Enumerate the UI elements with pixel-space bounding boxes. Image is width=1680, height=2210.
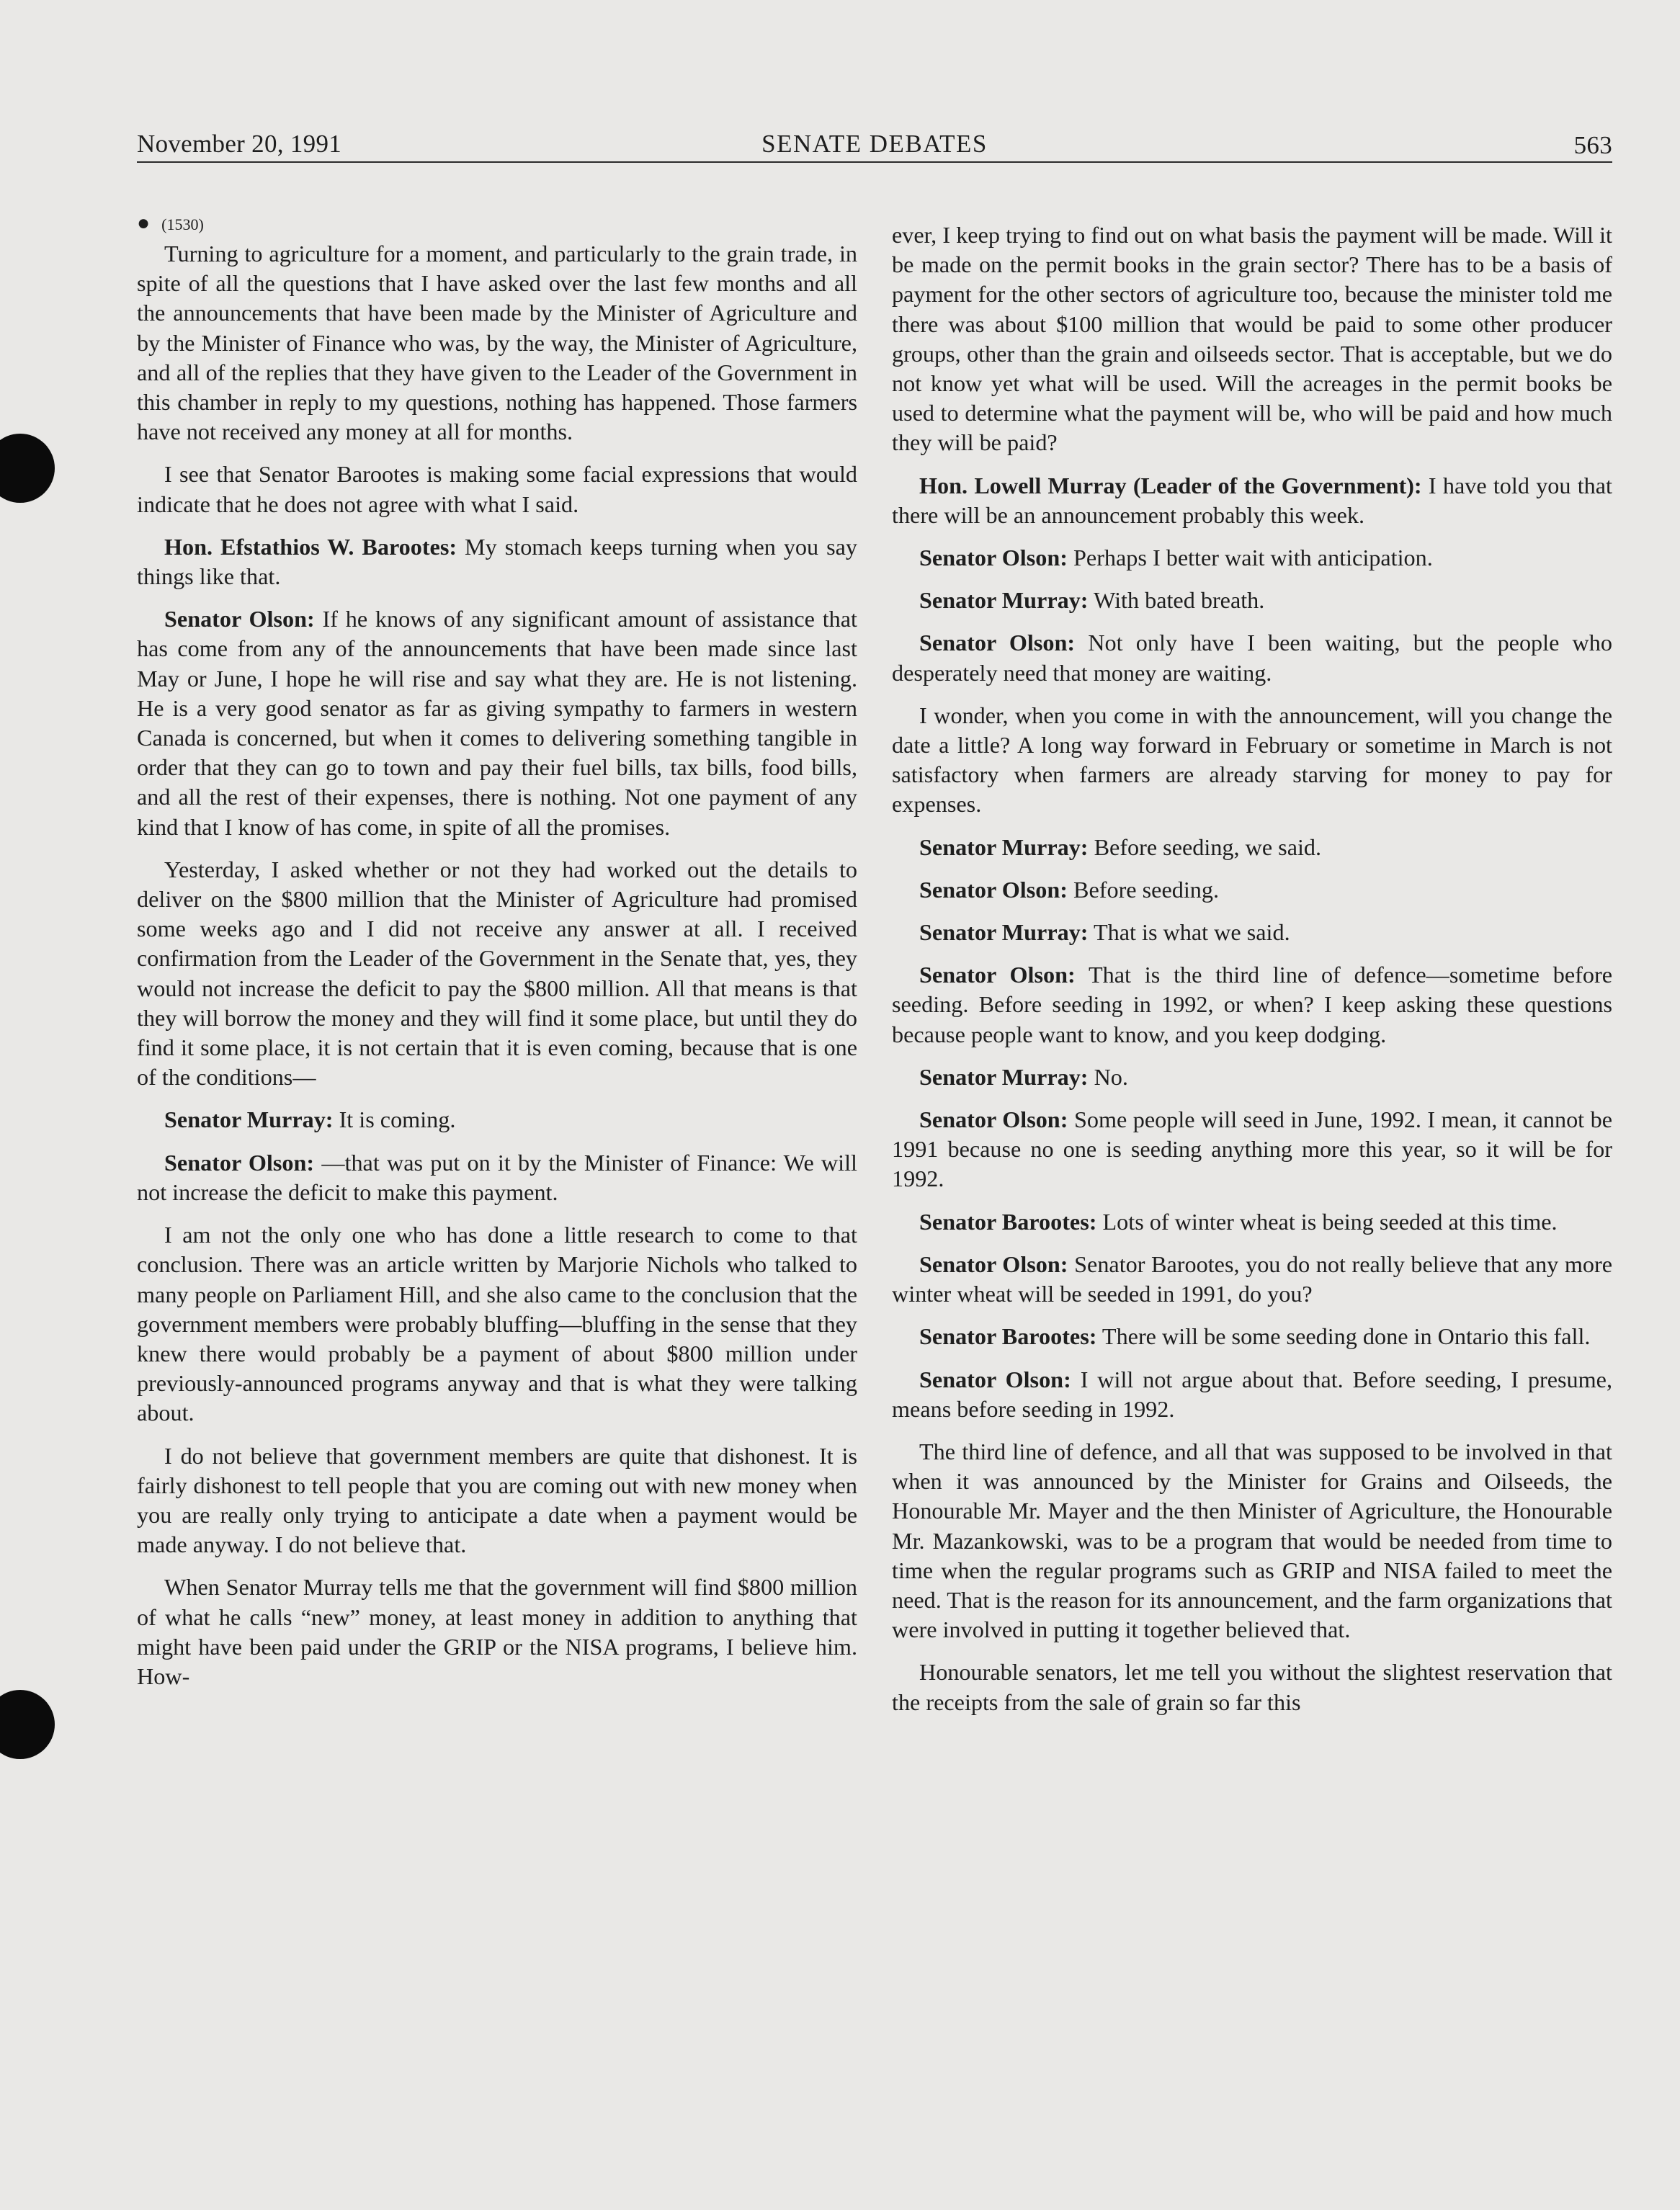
paragraph: I see that Senator Barootes is making some facial expressions that would indicate that he does not agree with what I said. bbox=[137, 461, 857, 517]
speech bbox=[137, 1148, 857, 1207]
speaker-name: Senator Olson: bbox=[164, 606, 315, 632]
binder-hole-bottom bbox=[0, 1690, 55, 1759]
speaker-name: Senator Murray: bbox=[919, 919, 1089, 946]
header-title: SENATE DEBATES bbox=[761, 130, 988, 158]
speech-text: Before seeding. bbox=[1067, 876, 1220, 903]
speaker-name: Senator Olson: bbox=[919, 1366, 1071, 1392]
speech-text: Lots of winter wheat is being seeded at this time. bbox=[1096, 1208, 1558, 1235]
speech bbox=[892, 586, 1612, 615]
speaker-name: Hon. Lowell Murray (Leader of the Government): bbox=[919, 472, 1422, 498]
speech bbox=[892, 833, 1612, 862]
speech-text: That is the third line of defence—sometime before seeding. Before seeding in 1992, or when? I keep asking these questions because people want to know, and you keep dodging. bbox=[892, 962, 1612, 1047]
speech bbox=[892, 471, 1612, 530]
paragraph: I am not the only one who has done a little research to come to that conclusion. There was an article written by Marjorie Nichols who talked to many people on Parliament Hill, and she also came to the conclusion that the government members were probably bluffing—bluffing in the sense that they knew there would probably be a payment of about $800 million under previously-announced programs anyway and that is what they were talking about. bbox=[137, 1222, 857, 1426]
paragraph: I wonder, when you come in with the announcement, will you change the date a little? A long way forward in February or sometime in March is not satisfactory when farmers are already starving for money to pay for expenses. bbox=[892, 702, 1612, 818]
speech-text: With bated breath. bbox=[1088, 587, 1265, 614]
speech-text: If he knows of any significant amount of assistance that has come from any of the announcements that have been made since last May or June, I hope he will rise and say what they are. He is not listening. He is a very good senator as far as giving sympathy to farmers in western Canada is concerned, but when it comes to delivering something tangible in order that they can go to town and pay their fuel bills, tax bills, food bills, and all the rest of their expenses, there is nothing. Not one payment of any kind that I know of has come, in spite of all the promises. bbox=[137, 606, 857, 840]
speech-text: Some people will seed in June, 1992. I mean, it cannot be 1991 because no one is seeding anything more this year, so it will be for 1992. bbox=[892, 1106, 1612, 1192]
speaker-name: Senator Olson: bbox=[919, 876, 1068, 903]
speech bbox=[892, 875, 1612, 905]
speech-text: I have told you that there will be an announcement probably this week. bbox=[892, 472, 1612, 528]
speech-text: Before seeding, we said. bbox=[1088, 833, 1322, 860]
speaker-name: Senator Barootes: bbox=[919, 1323, 1097, 1350]
speech bbox=[892, 1105, 1612, 1194]
speaker-name: Senator Olson: bbox=[919, 1251, 1068, 1277]
speech bbox=[892, 1365, 1612, 1424]
paragraph: When Senator Murray tells me that the government will find $800 million of what he calls “new” money, at least money in addition to anything that might have been paid under the GRIP or the NISA programs, I believe him. How- bbox=[137, 1574, 857, 1689]
paragraph: Honourable senators, let me tell you without the slightest reservation that the receipts from the sale of grain so far this bbox=[892, 1659, 1612, 1715]
page-header bbox=[137, 127, 1612, 163]
header-rule bbox=[137, 161, 1612, 163]
binder-hole-top bbox=[0, 434, 55, 503]
speech bbox=[892, 1207, 1612, 1237]
speaker-name: Senator Barootes: bbox=[919, 1208, 1097, 1235]
paragraph: The third line of defence, and all that was supposed to be involved in that when it was announced by the Minister for Grains and Oilseeds, the Honourable Mr. Mayer and the then Minister of Agriculture, the Honourable Mr. Mazankowski, was to be a program that would be needed from time to time when the regular programs such as GRIP and NISA failed to meet the need. That is the reason for its announcement, and the farm organizations that were involved in putting it together believed that. bbox=[892, 1438, 1612, 1643]
speech bbox=[892, 960, 1612, 1050]
speech-text: It is coming. bbox=[333, 1106, 456, 1133]
speech bbox=[892, 1322, 1612, 1351]
speech bbox=[892, 628, 1612, 687]
speech-text: —that was put on it by the Minister of Finance: We will not increase the deficit to make this payment. bbox=[137, 1149, 857, 1205]
header-date: November 20, 1991 bbox=[137, 130, 342, 158]
speech-text: Perhaps I better wait with anticipation. bbox=[1067, 545, 1433, 571]
speaker-name: Senator Murray: bbox=[919, 587, 1089, 614]
time-marker-text: (1530) bbox=[161, 215, 204, 233]
speech bbox=[137, 532, 857, 591]
speaker-name: Senator Olson: bbox=[919, 545, 1068, 571]
paragraph: Yesterday, I asked whether or not they had worked out the details to deliver on the $800 million that the Minister of Agriculture had promised some weeks ago and I did not receive any answer at all. I received confirmation from the Leader of the Government in the Senate that, yes, they would not increase the deficit to pay the $800 million. All that means is that they will borrow the money and they will find it some place, but until they do find it some place, it is not certain that it is even coming, because that is one of the conditions— bbox=[137, 856, 857, 1091]
speaker-name: Senator Olson: bbox=[919, 1106, 1068, 1133]
speech-text: No. bbox=[1088, 1063, 1128, 1090]
speech-text: There will be some seeding done in Ontario this fall. bbox=[1096, 1323, 1591, 1350]
speaker-name: Senator Olson: bbox=[919, 962, 1076, 988]
speech-text: That is what we said. bbox=[1088, 919, 1290, 946]
speaker-name: Senator Murray: bbox=[919, 1063, 1089, 1090]
speaker-name: Senator Olson: bbox=[164, 1149, 315, 1176]
paragraph: Turning to agriculture for a moment, and particularly to the grain trade, in spite of all the questions that I have asked over the last few months and all the announcements that have been made by the Minister of Agriculture and by the Minister of Finance who was, by the way, the Minister of Agriculture, and all of the replies that they have given to the Leader of the Government in this chamber in reply to my questions, nothing has happened. Those farmers have not received any money at all for months. bbox=[137, 241, 857, 445]
speech-text: I will not argue about that. Before seeding, I presume, means before seeding in 1992. bbox=[892, 1366, 1612, 1422]
paragraph-continued: ever, I keep trying to find out on what basis the payment will be made. Will it be made on the permit books in the grain sector? There has to be a basis of payment for the other sectors of agriculture too, because the minister told me there was about $100 million that would be paid to some other producer groups, other than the grain and oilseeds sector. That is acceptable, but we do not know yet what will be used. Will the acreages in the permit books be used to determine what the payment will be, who will be paid and how much they will be paid? bbox=[892, 222, 1612, 456]
speech bbox=[892, 918, 1612, 947]
speaker-name: Senator Olson: bbox=[919, 630, 1076, 656]
page-number: 563 bbox=[1573, 131, 1612, 159]
speech bbox=[892, 1062, 1612, 1092]
speaker-name: Senator Murray: bbox=[164, 1106, 334, 1133]
left-column bbox=[137, 211, 857, 1704]
bullet-icon: ● bbox=[137, 211, 151, 235]
speech bbox=[137, 1105, 857, 1135]
speech bbox=[892, 543, 1612, 573]
speech-text: My stomach keeps turning when you say things like that. bbox=[137, 533, 857, 590]
speaker-name: Hon. Efstathios W. Barootes: bbox=[164, 533, 457, 560]
speech bbox=[892, 1250, 1612, 1309]
speech-text: Senator Barootes, you do not really believe that any more winter wheat will be seeded in 1991, do you? bbox=[892, 1251, 1613, 1307]
paragraph: I do not believe that government members are quite that dishonest. It is fairly dishonest to tell people that you are coming out with new money when you are really only trying to anticipate a date when a payment would be made anyway. I do not believe that. bbox=[137, 1442, 857, 1558]
speech bbox=[137, 604, 857, 842]
speech-text: Not only have I been waiting, but the people who desperately need that money are waiting. bbox=[892, 630, 1612, 686]
right-column bbox=[892, 220, 1612, 1730]
time-marker bbox=[137, 211, 857, 235]
speaker-name: Senator Murray: bbox=[919, 833, 1089, 860]
